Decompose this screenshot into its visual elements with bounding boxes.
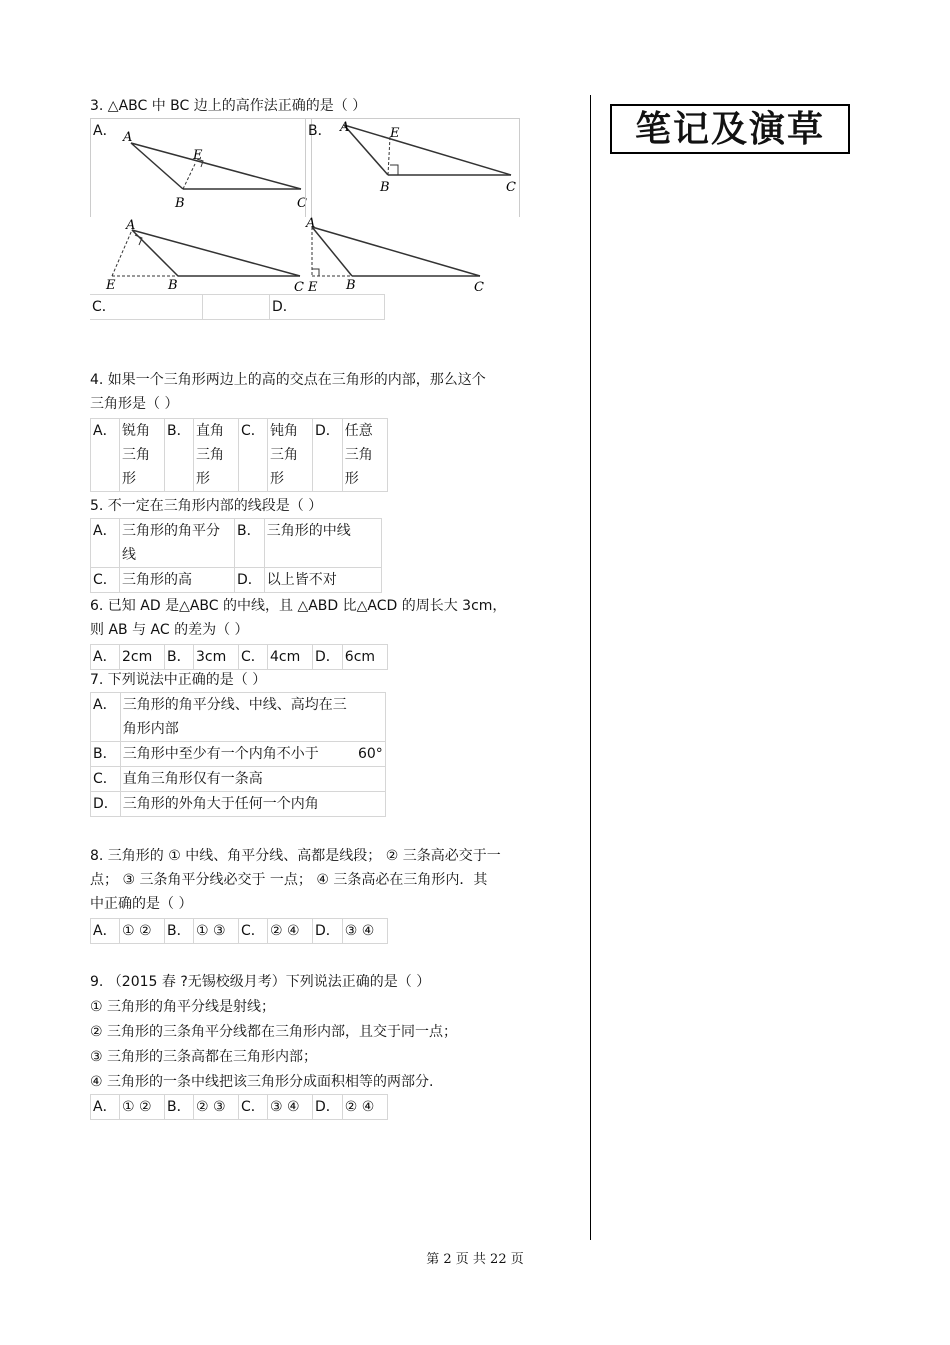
q5-option-d-label[interactable]: D． (235, 568, 265, 593)
q3-figure-b (305, 118, 520, 217)
q4-option-a[interactable] (120, 419, 165, 492)
q6-option-b[interactable]: 3cm (194, 645, 239, 670)
q8-option-d-label[interactable]: D． (313, 919, 343, 944)
q7-option-b[interactable] (120, 742, 385, 767)
q5-option-b-label[interactable]: B． (235, 519, 265, 568)
q6-option-c-label[interactable]: C． (239, 645, 268, 670)
column-divider (590, 95, 591, 1240)
q4-option-b[interactable] (194, 419, 239, 492)
q3-label-b: B． (308, 123, 332, 139)
q9-statement-1: ① 三角形的角平分线是射线； (90, 999, 276, 1015)
q4-options (90, 418, 388, 492)
q7-option-b-value: 60° (357, 746, 383, 762)
q7-option-a-label[interactable]: A． (91, 693, 121, 742)
q3-fig-a-B: B (175, 196, 185, 211)
q3-option-c-spacer (203, 295, 270, 320)
q3-figure-d (300, 215, 500, 295)
q3-figure-c (90, 215, 310, 295)
q3-figure-a (90, 118, 312, 217)
q7-option-b-text: 三角形中至少有一个内角不小于 (122, 746, 319, 762)
q3-fig-c-A: A (126, 218, 136, 233)
q6-option-a-label[interactable]: A． (91, 645, 120, 670)
q6-option-c[interactable]: 4cm (268, 645, 313, 670)
q9-options (90, 1094, 388, 1120)
q6-option-d[interactable]: 6cm (342, 645, 387, 670)
q7-option-a-text1: 三角形的角平分线、中线、高均在三 (122, 697, 347, 713)
q5-option-a[interactable] (120, 519, 235, 568)
q3-fig-c-E: E (106, 278, 116, 293)
q9-option-c-label[interactable]: C． (239, 1095, 268, 1120)
q3-fig-c-C: C (294, 280, 304, 295)
q6-options (90, 644, 388, 670)
q4-option-a-label[interactable]: A． (91, 419, 120, 492)
q5-option-c-label[interactable]: C． (91, 568, 120, 593)
q4-option-d-text2: 三角 (344, 447, 373, 463)
q8-option-a-label[interactable]: A． (91, 919, 120, 944)
q6-stem-line1: 6. 已知 AD 是△ABC 的中线，且 △ABD 比△ACD 的周长大 3cm， (90, 598, 507, 614)
q6-option-b-label[interactable]: B． (165, 645, 194, 670)
q5-option-b[interactable]: 三角形的中线 (264, 519, 381, 568)
q3-fig-c-B: B (168, 278, 178, 293)
q4-option-c[interactable] (268, 419, 313, 492)
q9-option-d-label[interactable]: D． (313, 1095, 343, 1120)
q9-option-b[interactable]: ② ③ (194, 1095, 239, 1120)
q7-option-d[interactable]: 三角形的外角大于任何一个内角 (120, 792, 385, 817)
q3-fig-a-E: E (193, 148, 203, 163)
q4-option-d-label[interactable]: D． (313, 419, 343, 492)
q3-fig-b-E: E (390, 126, 400, 141)
q7-option-d-label[interactable]: D． (91, 792, 121, 817)
q3-triangle-d (300, 215, 500, 295)
q8-stem-line1: 8. 三角形的 ① 中线、角平分线、高都是线段； ② 三条高必交于一 (90, 848, 501, 864)
q8-option-c-label[interactable]: C． (239, 919, 268, 944)
q8-stem-line2: 点； ③ 三条角平分线必交于 一点； ④ 三条高必在三角形内．其 (90, 872, 488, 888)
q8-option-b[interactable]: ① ③ (194, 919, 239, 944)
q3-fig-a-A: A (123, 130, 133, 145)
q4-option-a-text1: 锐角 (122, 423, 150, 439)
q3-stem: 3. △ABC 中 BC 边上的高作法正确的是（ ） (90, 98, 367, 114)
q3-triangle-c (90, 215, 310, 295)
q5-option-d[interactable]: 以上皆不对 (264, 568, 381, 593)
q3-option-c[interactable]: C． (90, 295, 203, 320)
q7-option-a[interactable] (120, 693, 385, 742)
q4-option-d[interactable] (342, 419, 387, 492)
q8-option-b-label[interactable]: B． (165, 919, 194, 944)
q4-option-b-label[interactable]: B． (165, 419, 194, 492)
q7-option-c-label[interactable]: C． (91, 767, 121, 792)
q3-option-d[interactable]: D． (270, 295, 385, 320)
q4-option-a-text2: 三角 (122, 447, 150, 463)
q8-stem-line3: 中正确的是（ ） (90, 896, 193, 912)
q3-label-a: A． (93, 123, 117, 139)
q4-stem-line1: 4. 如果一个三角形两边上的高的交点在三角形的内部，那么这个 (90, 372, 486, 388)
q3-fig-d-E: E (308, 280, 318, 295)
q4-stem-line2: 三角形是（ ） (90, 396, 179, 412)
q5-option-c[interactable]: 三角形的高 (120, 568, 235, 593)
q5-options (90, 518, 382, 593)
q6-option-a[interactable]: 2cm (120, 645, 165, 670)
q4-option-d-text3: 形 (344, 471, 359, 487)
q4-option-a-text3: 形 (122, 471, 136, 487)
q5-option-a-text2: 线 (122, 547, 136, 563)
page-number: 第 2 页 共 22 页 (426, 1252, 524, 1267)
q3-fig-d-C: C (474, 280, 484, 295)
q8-option-a[interactable]: ① ② (120, 919, 165, 944)
q5-option-a-text1: 三角形的角平分 (122, 523, 220, 539)
q9-statement-3: ③ 三角形的三条高都在三角形内部； (90, 1049, 318, 1065)
q4-option-d-text1: 任意 (344, 423, 373, 439)
q4-option-b-text3: 形 (196, 471, 210, 487)
q6-stem-line2: 则 AB 与 AC 的差为（ ） (90, 622, 249, 638)
q8-options (90, 918, 388, 944)
q9-option-b-label[interactable]: B． (165, 1095, 194, 1120)
q3-fig-b-A: A (340, 120, 350, 135)
q9-statement-4: ④ 三角形的一条中线把该三角形分成面积相等的两部分. (90, 1074, 434, 1090)
q4-option-c-text3: 形 (270, 471, 284, 487)
q4-option-c-text2: 三角 (270, 447, 298, 463)
q3-fig-a-C: C (297, 196, 307, 211)
q8-option-d[interactable]: ③ ④ (342, 919, 387, 944)
q9-stem: 9. （2015 春 ?无锡校级月考）下列说法正确的是（ ） (90, 974, 431, 990)
q3-fig-b-B: B (380, 180, 390, 195)
q7-option-b-label[interactable]: B． (91, 742, 121, 767)
q8-option-c[interactable]: ② ④ (268, 919, 313, 944)
q9-statement-2: ② 三角形的三条角平分线都在三角形内部，且交于同一点； (90, 1024, 457, 1040)
q4-option-c-label[interactable]: C． (239, 419, 268, 492)
q3-options-row (90, 294, 385, 320)
q3-fig-d-B: B (346, 278, 356, 293)
q7-options (90, 692, 386, 817)
q9-option-c[interactable]: ③ ④ (268, 1095, 313, 1120)
q9-option-a[interactable]: ① ② (120, 1095, 165, 1120)
q9-option-a-label[interactable]: A． (91, 1095, 120, 1120)
q6-option-d-label[interactable]: D． (313, 645, 343, 670)
q7-option-c[interactable]: 直角三角形仅有一条高 (120, 767, 385, 792)
notes-title: 笔记及演草 (610, 104, 850, 154)
q3-fig-b-C: C (506, 180, 516, 195)
q3-fig-d-A: A (306, 216, 316, 231)
q4-option-b-text2: 三角 (196, 447, 224, 463)
q7-stem: 7. 下列说法中正确的是（ ） (90, 672, 267, 688)
q4-option-b-text1: 直角 (196, 423, 224, 439)
q4-option-c-text1: 钝角 (270, 423, 298, 439)
q3-triangle-b (306, 119, 519, 217)
q7-option-a-text2: 角形内部 (122, 721, 179, 737)
q5-stem: 5. 不一定在三角形内部的线段是（ ） (90, 498, 323, 514)
q9-option-d[interactable]: ② ④ (342, 1095, 387, 1120)
q3-triangle-a (91, 119, 311, 217)
q5-option-a-label[interactable]: A． (91, 519, 120, 568)
